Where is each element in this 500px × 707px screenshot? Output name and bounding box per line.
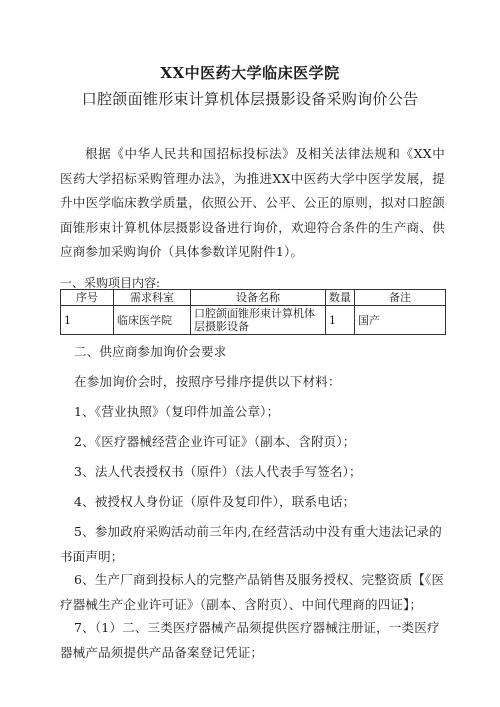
document-title: XX中医药大学临床医学院 [160,64,340,82]
requirement-item-7: 7、（1）二、三类医疗器械产品须提供医疗器械注册证，一类医疗器械产品须提供产品备案登记凭证； [60,620,440,660]
requirement-item-6: 6、生产厂商到投标人的完整产品销售及服务授权、完整资质【《医疗器械生产企业许可证》（副本、含附页）、中间代理商的四证】； [60,572,445,612]
requirement-item-4: 4、被授权人身份证（原件及复印件），联系电话； [74,494,356,509]
col-header-index: 序号 [61,290,114,306]
intro-paragraph: 根据《中华人民共和国招标投标法》及相关法律法规和《XX中医药大学招标采购管理办法》，为推进XX中医药大学中医学发展，提升中医学临床教学质量，依照公开、公平、公正的原则，拟对口腔颌面锥形束计算机体层摄影设备进行询价，欢迎符合条件的生产商、供应商参加采购询价（具体参数详见附件1）。 [60,146,445,259]
cell-index: 1 [61,306,114,335]
procurement-items-table [60,289,446,335]
requirement-item-3: 3、法人代表授权书（原件）（法人代表手写签名）； [74,464,362,479]
col-header-quantity: 数量 [326,290,355,306]
cell-device-name: 口腔颌面锥形束计算机体层摄影设备 [191,306,326,335]
section2-heading: 二、供应商参加询价会要求 [74,344,227,359]
requirement-item-1: 1、《营业执照》（复印件加盖公章）； [74,404,280,419]
col-header-remarks: 备注 [355,290,446,306]
section2-intro: 在参加询价会时，按照序号排序提供以下材料： [74,374,341,389]
section1-heading: 一、采购项目内容: [60,276,161,290]
table-row [61,306,446,335]
cell-department: 临床医学院 [114,306,191,335]
requirement-item-5: 5、参加政府采购活动前三年内,在经营活动中没有重大违法记录的书面声明； [60,524,442,564]
requirement-item-2: 2、《医疗器械经营企业许可证》（副本、含附页）； [74,434,356,449]
document-subtitle: 口腔颌面锥形束计算机体层摄影设备采购询价公告 [81,90,419,108]
table-header-row [61,290,446,306]
cell-remarks: 国产 [355,306,446,335]
col-header-device-name: 设备名称 [191,290,326,306]
col-header-department: 需求科室 [114,290,191,306]
cell-quantity: 1 [326,306,355,335]
